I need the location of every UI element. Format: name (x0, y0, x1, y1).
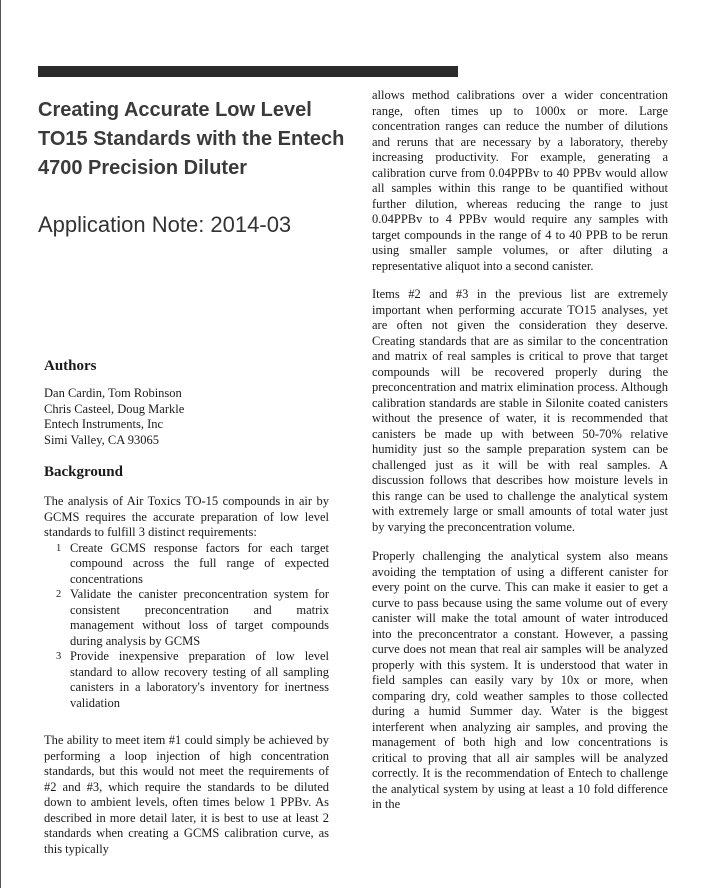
authors-list (44, 386, 329, 448)
application-note-number: Application Note: 2014-03 (38, 212, 292, 237)
list-number: 2 (56, 589, 62, 600)
body-paragraph: Properly challenging the analytical system also means avoiding the temptation of using a different canister for every point on the curve. This can make it easier to get a curve to pass because using the same volume out of every canister will make the total amount of water introduced into the preconcentrator a constant. However, a passing curve does not mean that real air samples will be analyzed properly with this system. It is understood that water in field samples can easily vary by 10x or more, when comparing dry, cold weather samples to those collected during a humid Summer day. Water is the biggest interferent when analyzing air samples, and proving the management of both high and low concentrations is critical to proving that all air samples will be analyzed correctly. It is the recommendation of Entech to challenge the analytical system by using at least a 10 fold difference in the (372, 549, 668, 811)
author-location: Simi Valley, CA 93065 (44, 432, 159, 447)
authors-heading: Authors (44, 358, 97, 374)
list-number: 1 (56, 542, 62, 554)
header-rule (38, 66, 458, 77)
requirements-list (44, 541, 329, 712)
author-affiliation: Entech Instruments, Inc (44, 417, 164, 431)
document-title: Creating Accurate Low Level TO15 Standards with the Entech 4700 Precision Diluter (38, 99, 345, 179)
body-paragraph: Items #2 and #3 in the previous list are extremely important when performing accurate TO15 analyses, yet are often not given the consideration they deserve. Creating standards that are as similar to the concentration and matrix of real samples is critical to prove that target compounds will be recovered properly during the preconcentration and matrix elimination process. Although calibration standards are stable in Silonite coated canisters without the presence of water, it is recommended that canisters be made up with between 50-70% relative humidity just so the sample preparation system can be challenged just as it will be with real samples. A discussion follows that describes how moisture levels in this range can be used to challenge the analytical system with extremely large or small amounts of total water just by varying the preconcentration volume. (372, 287, 668, 534)
list-number: 3 (56, 651, 62, 662)
list-item (44, 649, 329, 711)
list-item (44, 587, 329, 649)
list-item-text: Provide inexpensive preparation of low level standard to allow recovery testing of all sampling canisters in a laboratory's inventory for inertness validation (70, 649, 329, 710)
right-column (372, 88, 668, 813)
background-intro: The analysis of Air Toxics TO-15 compounds in air by GCMS requires the accurate preparation of low level standards to fulfill 3 distinct requirements: (44, 494, 329, 539)
list-item-text: Create GCMS response factors for each target compound across the full range of expected concentrations (70, 540, 329, 586)
author-line: Chris Casteel, Doug Markle (44, 401, 185, 416)
list-item (44, 541, 329, 588)
background-heading: Background (44, 464, 123, 480)
page-left-border (0, 0, 1, 888)
author-line: Dan Cardin, Tom Robinson (44, 386, 182, 400)
list-item-text: Validate the canister preconcentration system for consistent preconcentration and matrix management without loss of target compounds during analysis by GCMS (70, 587, 329, 648)
body-paragraph: allows method calibrations over a wider concentration range, often times up to 1000x or more. Large concentration ranges can reduce the number of dilutions and reruns that are necessary by a laboratory, thereby increasing productivity. For example, generating a calibration curve from 0.04PPBv to 40 PPBv would allow all samples within this range to be quantified without further dilution, whereas reducing the range to just 0.04PPBv to 4 PPBv would require any samples with target compounds in the range of 4 to 40 PPB to be rerun using smaller sample volumes, or after diluting a representative aliquot into a second canister. (372, 88, 668, 273)
left-column (44, 356, 329, 857)
background-paragraph: The ability to meet item #1 could simply be achieved by performing a loop injection of high concentration standards, but this would not meet the requirements of #2 and #3, which require the standards to be diluted down to ambient levels, often times below 1 PPBv. As described in more detail later, it is best to use at least 2 standards when creating a GCMS calibration curve, as this typically (44, 733, 329, 856)
